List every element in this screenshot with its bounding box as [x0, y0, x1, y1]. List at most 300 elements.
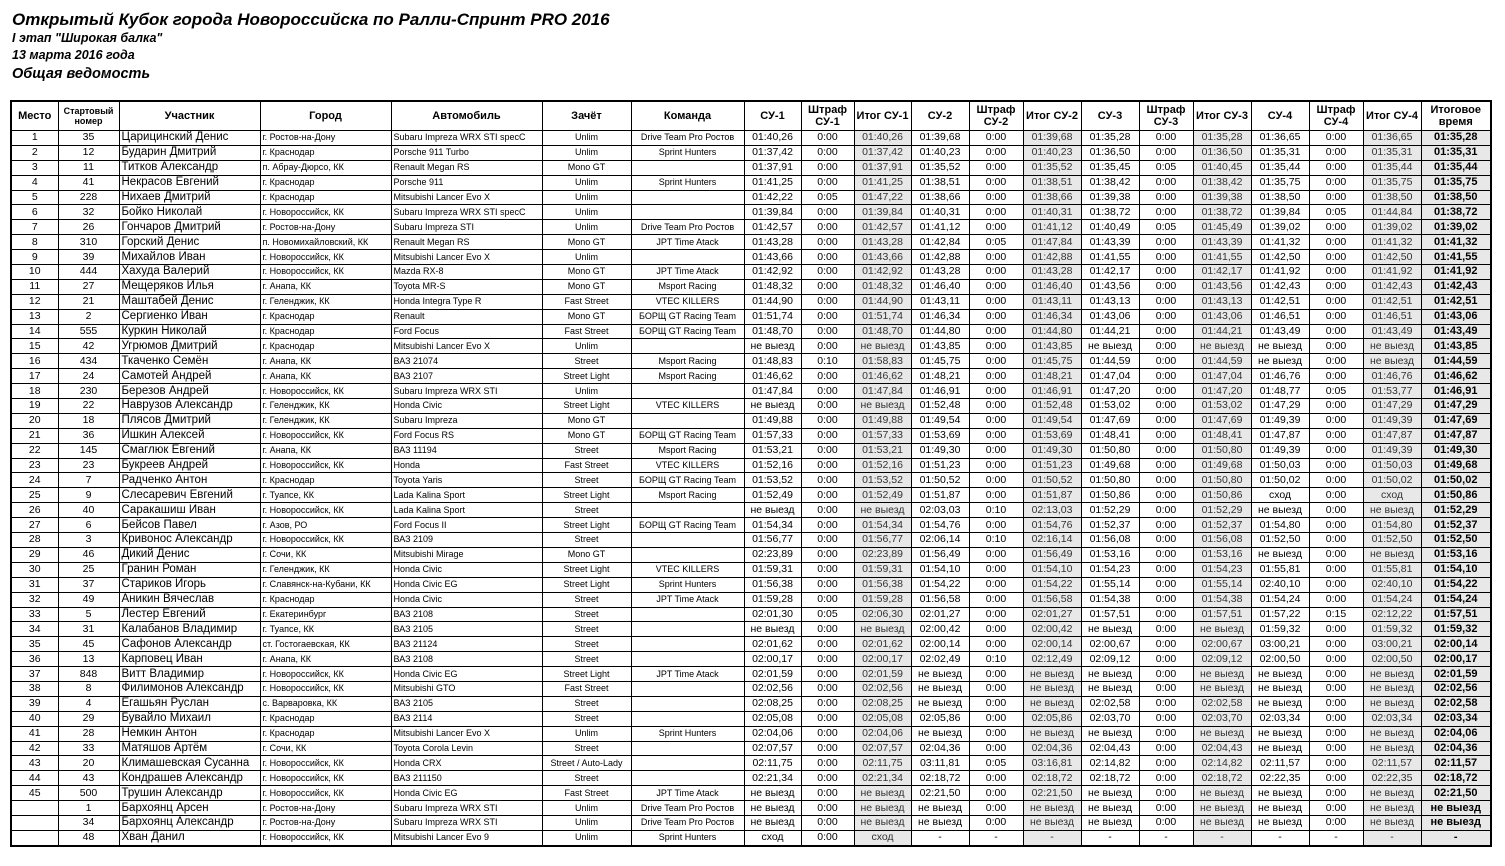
cell-su4-penalty: 0:00	[1309, 622, 1363, 637]
cell-final-time: 01:52,50	[1421, 533, 1491, 548]
cell-su4-total: 01:47,87	[1363, 428, 1421, 443]
cell-su1-total: 02:01,59	[854, 667, 911, 682]
column-header-class: Зачёт	[542, 101, 631, 131]
cell-su2-time: 01:51,23	[911, 458, 969, 473]
cell-place: 18	[11, 384, 58, 399]
cell-su2-total: 02:13,03	[1023, 503, 1081, 518]
cell-su1-total: 01:53,21	[854, 443, 911, 458]
cell-start-number: 23	[58, 458, 119, 473]
cell-su3-penalty: 0:00	[1139, 533, 1193, 548]
cell-su2-penalty: 0:00	[969, 547, 1023, 562]
cell-participant: Лестер Евгений	[119, 607, 260, 622]
cell-su4-time: 02:03,34	[1251, 711, 1309, 726]
cell-su2-time: 01:40,23	[911, 145, 969, 160]
cell-su1-total: 01:43,66	[854, 250, 911, 265]
cell-su1-penalty: 0:00	[801, 815, 854, 830]
column-header-place: Место	[11, 101, 58, 131]
cell-start-number: 49	[58, 592, 119, 607]
table-row	[11, 384, 1491, 399]
cell-su3-time: 01:50,80	[1081, 473, 1139, 488]
cell-final-time: 01:54,24	[1421, 592, 1491, 607]
cell-place: 20	[11, 413, 58, 428]
table-row	[11, 250, 1491, 265]
cell-su4-penalty: 0:00	[1309, 354, 1363, 369]
cell-city: г. Туапсе, КК	[260, 622, 391, 637]
cell-su4-time: 01:50,02	[1251, 473, 1309, 488]
cell-team	[631, 681, 744, 696]
cell-su1-time: 02:01,62	[744, 637, 801, 652]
cell-su3-time: 02:03,70	[1081, 711, 1139, 726]
cell-su3-time: не выезд	[1081, 667, 1139, 682]
cell-su3-total: 01:36,50	[1193, 145, 1251, 160]
cell-city: г. Славянск-на-Кубани, КК	[260, 577, 391, 592]
cell-su2-penalty: 0:00	[969, 577, 1023, 592]
cell-place: 45	[11, 786, 58, 801]
cell-su3-total: не выезд	[1193, 339, 1251, 354]
cell-final-time: 02:11,57	[1421, 756, 1491, 771]
cell-su4-time: 01:47,29	[1251, 399, 1309, 414]
cell-class: Unlim	[542, 726, 631, 741]
cell-su4-time: 02:40,10	[1251, 577, 1309, 592]
cell-su1-time: 01:43,28	[744, 235, 801, 250]
cell-class: Mono GT	[542, 279, 631, 294]
cell-su4-total: 02:12,22	[1363, 607, 1421, 622]
cell-su4-time: 01:47,87	[1251, 428, 1309, 443]
cell-su3-total: 01:45,49	[1193, 220, 1251, 235]
cell-su4-time: 01:38,50	[1251, 190, 1309, 205]
cell-team: Sprint Hunters	[631, 175, 744, 190]
cell-su2-time: 02:02,49	[911, 652, 969, 667]
cell-su4-total: не выезд	[1363, 696, 1421, 711]
cell-su3-penalty: 0:00	[1139, 399, 1193, 414]
cell-participant: Хван Данил	[119, 830, 260, 845]
column-header-su2-time: СУ-2	[911, 101, 969, 131]
cell-su3-time: 01:56,08	[1081, 533, 1139, 548]
cell-final-time: 01:50,02	[1421, 473, 1491, 488]
cell-su3-penalty: 0:00	[1139, 250, 1193, 265]
cell-city: г. Геленджик, КК	[260, 294, 391, 309]
cell-su1-total: 01:40,26	[854, 131, 911, 146]
cell-su2-penalty: 0:00	[969, 815, 1023, 830]
cell-su2-time: 02:03,03	[911, 503, 969, 518]
cell-su3-time: 02:04,43	[1081, 741, 1139, 756]
cell-su2-penalty: 0:00	[969, 518, 1023, 533]
cell-su4-total: не выезд	[1363, 741, 1421, 756]
table-row	[11, 399, 1491, 414]
cell-su3-time: 01:41,55	[1081, 250, 1139, 265]
cell-place: 3	[11, 160, 58, 175]
cell-su1-time: 02:02,56	[744, 681, 801, 696]
cell-su4-time: не выезд	[1251, 726, 1309, 741]
cell-participant: Некрасов Евгений	[119, 175, 260, 190]
cell-start-number: 35	[58, 131, 119, 146]
cell-su4-time: 01:36,65	[1251, 131, 1309, 146]
cell-su4-time: не выезд	[1251, 801, 1309, 816]
cell-su2-total: 02:16,14	[1023, 533, 1081, 548]
cell-city: г. Геленджик, КК	[260, 413, 391, 428]
cell-team	[631, 547, 744, 562]
cell-city: г. Сочи, КК	[260, 547, 391, 562]
cell-su3-time: 01:44,59	[1081, 354, 1139, 369]
cell-car: ВАЗ 2108	[391, 607, 542, 622]
cell-su1-penalty: 0:00	[801, 726, 854, 741]
cell-car: ВАЗ 2109	[391, 533, 542, 548]
cell-su1-penalty: 0:00	[801, 786, 854, 801]
cell-final-time: 01:35,28	[1421, 131, 1491, 146]
cell-final-time: не выезд	[1421, 801, 1491, 816]
cell-car: Renault Megan RS	[391, 160, 542, 175]
cell-start-number: 21	[58, 294, 119, 309]
cell-final-time: 01:38,72	[1421, 205, 1491, 220]
cell-su3-total: 01:57,51	[1193, 607, 1251, 622]
cell-su4-total: 01:39,02	[1363, 220, 1421, 235]
cell-su1-total: 02:23,89	[854, 547, 911, 562]
cell-su4-penalty: 0:00	[1309, 294, 1363, 309]
cell-su1-penalty: 0:00	[801, 503, 854, 518]
table-row	[11, 830, 1491, 845]
cell-participant: Матяшов Артём	[119, 741, 260, 756]
cell-su1-time: 01:37,42	[744, 145, 801, 160]
cell-su4-penalty: 0:00	[1309, 413, 1363, 428]
cell-car: Porsche 911	[391, 175, 542, 190]
cell-su1-total: 02:11,75	[854, 756, 911, 771]
cell-team: Drive Team Pro Ростов	[631, 815, 744, 830]
table-row	[11, 235, 1491, 250]
cell-city: г. Новороссийск, КК	[260, 205, 391, 220]
cell-su3-time: 01:43,56	[1081, 279, 1139, 294]
cell-su4-total: 01:42,43	[1363, 279, 1421, 294]
cell-team	[631, 190, 744, 205]
cell-place: 7	[11, 220, 58, 235]
cell-su4-time: сход	[1251, 488, 1309, 503]
cell-su2-time: 01:46,40	[911, 279, 969, 294]
cell-team: Msport Racing	[631, 488, 744, 503]
cell-su1-penalty: 0:00	[801, 652, 854, 667]
cell-su4-total: 02:03,34	[1363, 711, 1421, 726]
cell-su2-penalty: 0:00	[969, 443, 1023, 458]
cell-su1-time: 02:11,75	[744, 756, 801, 771]
cell-su4-penalty: 0:00	[1309, 250, 1363, 265]
cell-su2-total: 02:12,49	[1023, 652, 1081, 667]
cell-final-time: 02:03,34	[1421, 711, 1491, 726]
table-row	[11, 131, 1491, 146]
cell-su2-total: 02:21,50	[1023, 786, 1081, 801]
cell-participant: Саракашиш Иван	[119, 503, 260, 518]
cell-su3-time: 01:42,17	[1081, 265, 1139, 280]
table-row	[11, 369, 1491, 384]
cell-su1-time: 01:40,26	[744, 131, 801, 146]
table-row	[11, 756, 1491, 771]
table-row	[11, 205, 1491, 220]
cell-su2-penalty: 0:10	[969, 533, 1023, 548]
cell-su3-total: 01:53,02	[1193, 399, 1251, 414]
cell-team: JPT Time Atack	[631, 265, 744, 280]
cell-su1-time: 01:44,90	[744, 294, 801, 309]
cell-su1-time: 01:56,38	[744, 577, 801, 592]
table-row	[11, 488, 1491, 503]
cell-class: Mono GT	[542, 235, 631, 250]
cell-su3-penalty: 0:05	[1139, 220, 1193, 235]
cell-city: г. Новороссийск, КК	[260, 265, 391, 280]
cell-su2-time: 01:38,66	[911, 190, 969, 205]
cell-su3-total: 01:54,38	[1193, 592, 1251, 607]
cell-start-number: 24	[58, 369, 119, 384]
event-date: 13 марта 2016 года	[12, 48, 135, 62]
cell-class: Unlim	[542, 131, 631, 146]
cell-place: 24	[11, 473, 58, 488]
cell-car: Mitsubishi Lancer Evo X	[391, 190, 542, 205]
cell-su3-time: не выезд	[1081, 339, 1139, 354]
cell-class: Unlim	[542, 815, 631, 830]
cell-participant: Карповец Иван	[119, 652, 260, 667]
cell-su2-total: не выезд	[1023, 667, 1081, 682]
cell-su4-penalty: 0:00	[1309, 190, 1363, 205]
cell-class: Street	[542, 771, 631, 786]
cell-su2-penalty: 0:00	[969, 354, 1023, 369]
cell-su3-total: 02:02,58	[1193, 696, 1251, 711]
cell-final-time: 01:41,55	[1421, 250, 1491, 265]
cell-team	[631, 413, 744, 428]
cell-su4-penalty: 0:05	[1309, 205, 1363, 220]
cell-su4-time: 01:42,43	[1251, 279, 1309, 294]
cell-start-number: 7	[58, 473, 119, 488]
cell-start-number: 6	[58, 518, 119, 533]
cell-su2-penalty: 0:00	[969, 458, 1023, 473]
cell-su2-penalty: 0:00	[969, 726, 1023, 741]
cell-su3-penalty: 0:00	[1139, 413, 1193, 428]
cell-place: 43	[11, 756, 58, 771]
cell-place: 11	[11, 279, 58, 294]
cell-su3-total: 01:48,41	[1193, 428, 1251, 443]
cell-su4-penalty: 0:00	[1309, 711, 1363, 726]
cell-team	[631, 250, 744, 265]
cell-su2-penalty: 0:00	[969, 160, 1023, 175]
cell-start-number: 31	[58, 622, 119, 637]
cell-su2-total: 03:16,81	[1023, 756, 1081, 771]
cell-su4-total: 01:55,81	[1363, 562, 1421, 577]
cell-su3-total: 01:54,23	[1193, 562, 1251, 577]
cell-su4-total: -	[1363, 830, 1421, 845]
cell-class: Unlim	[542, 190, 631, 205]
cell-su2-time: 01:54,76	[911, 518, 969, 533]
cell-su3-time: 01:48,41	[1081, 428, 1139, 443]
cell-su2-total: 01:51,23	[1023, 458, 1081, 473]
cell-car: Subaru Impreza STI	[391, 220, 542, 235]
cell-class: Street	[542, 533, 631, 548]
cell-su2-penalty: 0:00	[969, 711, 1023, 726]
cell-final-time: 02:00,17	[1421, 652, 1491, 667]
cell-su4-time: 01:59,32	[1251, 622, 1309, 637]
cell-start-number: 27	[58, 279, 119, 294]
cell-participant: Наврузов Александр	[119, 399, 260, 414]
cell-su4-time: не выезд	[1251, 815, 1309, 830]
cell-su2-total: 01:48,21	[1023, 369, 1081, 384]
cell-su1-penalty: 0:00	[801, 458, 854, 473]
table-row	[11, 547, 1491, 562]
cell-start-number: 45	[58, 637, 119, 652]
cell-participant: Бархоянц Александр	[119, 815, 260, 830]
cell-su2-penalty: 0:00	[969, 413, 1023, 428]
cell-su4-total: 01:53,77	[1363, 384, 1421, 399]
cell-car: Honda Civic	[391, 399, 542, 414]
cell-participant: Дикий Денис	[119, 547, 260, 562]
cell-su2-total: 01:54,76	[1023, 518, 1081, 533]
cell-su4-total: 01:59,32	[1363, 622, 1421, 637]
cell-su3-penalty: 0:00	[1139, 428, 1193, 443]
cell-su4-penalty: 0:00	[1309, 279, 1363, 294]
cell-final-time: 02:02,56	[1421, 681, 1491, 696]
cell-su4-total: 02:40,10	[1363, 577, 1421, 592]
cell-su3-total: не выезд	[1193, 786, 1251, 801]
cell-su2-time: -	[911, 830, 969, 845]
cell-su2-time: 01:46,91	[911, 384, 969, 399]
cell-su3-penalty: 0:00	[1139, 488, 1193, 503]
cell-class: Unlim	[542, 250, 631, 265]
cell-su4-penalty: 0:00	[1309, 637, 1363, 652]
cell-su4-total: 01:44,84	[1363, 205, 1421, 220]
cell-class: Street	[542, 592, 631, 607]
cell-class: Unlim	[542, 339, 631, 354]
cell-su3-time: 02:02,58	[1081, 696, 1139, 711]
cell-participant: Ткаченко Семён	[119, 354, 260, 369]
cell-su2-penalty: 0:00	[969, 696, 1023, 711]
cell-participant: Сафонов Александр	[119, 637, 260, 652]
table-row	[11, 533, 1491, 548]
cell-su3-penalty: 0:00	[1139, 577, 1193, 592]
cell-su3-time: 01:43,06	[1081, 309, 1139, 324]
table-row	[11, 637, 1491, 652]
cell-su4-time: 01:39,02	[1251, 220, 1309, 235]
cell-su2-total: 01:51,87	[1023, 488, 1081, 503]
cell-place: 2	[11, 145, 58, 160]
cell-city: г. Екатеринбург	[260, 607, 391, 622]
cell-final-time: 01:44,59	[1421, 354, 1491, 369]
cell-su3-penalty: 0:00	[1139, 741, 1193, 756]
cell-team	[631, 503, 744, 518]
cell-su2-total: не выезд	[1023, 815, 1081, 830]
cell-su1-total: 01:48,70	[854, 324, 911, 339]
cell-final-time: 01:47,87	[1421, 428, 1491, 443]
column-header-su3-time: СУ-3	[1081, 101, 1139, 131]
cell-su4-penalty: 0:00	[1309, 473, 1363, 488]
cell-city: г. Геленджик, КК	[260, 562, 391, 577]
cell-place: 5	[11, 190, 58, 205]
cell-su3-time: 01:38,42	[1081, 175, 1139, 190]
cell-su1-total: 01:44,90	[854, 294, 911, 309]
cell-su3-total: 01:38,72	[1193, 205, 1251, 220]
cell-participant: Мещеряков Илья	[119, 279, 260, 294]
cell-su3-total: 01:44,21	[1193, 324, 1251, 339]
cell-participant: Бейсов Павел	[119, 518, 260, 533]
cell-su2-penalty: 0:00	[969, 190, 1023, 205]
table-row	[11, 339, 1491, 354]
table-row	[11, 577, 1491, 592]
cell-start-number: 1	[58, 801, 119, 816]
cell-su2-penalty: 0:00	[969, 681, 1023, 696]
cell-car: Subaru Impreza WRX STI specC	[391, 205, 542, 220]
cell-su1-total: 01:48,32	[854, 279, 911, 294]
cell-city: г. Анапа, КК	[260, 354, 391, 369]
cell-place	[11, 830, 58, 845]
cell-su1-penalty: 0:00	[801, 384, 854, 399]
cell-su3-penalty: 0:00	[1139, 622, 1193, 637]
cell-class: Street	[542, 652, 631, 667]
cell-su4-time: не выезд	[1251, 503, 1309, 518]
cell-team: Sprint Hunters	[631, 145, 744, 160]
cell-su2-penalty: 0:00	[969, 562, 1023, 577]
cell-su4-total: 01:42,51	[1363, 294, 1421, 309]
cell-final-time: 01:41,92	[1421, 265, 1491, 280]
cell-su4-total: 02:22,35	[1363, 771, 1421, 786]
cell-su1-time: 01:57,33	[744, 428, 801, 443]
cell-su4-time: 01:46,51	[1251, 309, 1309, 324]
cell-team: Sprint Hunters	[631, 577, 744, 592]
column-header-su2-total: Итог СУ-2	[1023, 101, 1081, 131]
cell-su1-total: 02:05,08	[854, 711, 911, 726]
cell-city: г. Краснодар	[260, 726, 391, 741]
cell-su2-total: 01:43,11	[1023, 294, 1081, 309]
table-row	[11, 741, 1491, 756]
cell-su1-total: 01:37,42	[854, 145, 911, 160]
cell-su1-time: не выезд	[744, 786, 801, 801]
cell-su1-total: 01:56,77	[854, 533, 911, 548]
cell-su4-penalty: 0:00	[1309, 145, 1363, 160]
cell-place: 26	[11, 503, 58, 518]
cell-start-number: 48	[58, 830, 119, 845]
cell-city: г. Новороссийск, КК	[260, 458, 391, 473]
table-row	[11, 801, 1491, 816]
cell-su4-total: 01:46,76	[1363, 369, 1421, 384]
cell-su2-time: 02:05,86	[911, 711, 969, 726]
cell-car: Renault Megan RS	[391, 235, 542, 250]
cell-su4-total: сход	[1363, 488, 1421, 503]
cell-su2-total: 01:56,49	[1023, 547, 1081, 562]
cell-su3-total: 01:52,37	[1193, 518, 1251, 533]
cell-su3-total: 01:43,13	[1193, 294, 1251, 309]
cell-final-time: 02:01,59	[1421, 667, 1491, 682]
cell-su4-time: -	[1251, 830, 1309, 845]
cell-su2-total: 01:56,58	[1023, 592, 1081, 607]
cell-su4-penalty: 0:00	[1309, 160, 1363, 175]
table-row	[11, 428, 1491, 443]
cell-participant: Плясов Дмитрий	[119, 413, 260, 428]
cell-su3-penalty: 0:00	[1139, 384, 1193, 399]
cell-final-time: 01:54,10	[1421, 562, 1491, 577]
cell-start-number: 230	[58, 384, 119, 399]
cell-car: Honda Integra Type R	[391, 294, 542, 309]
cell-su4-total: 03:00,21	[1363, 637, 1421, 652]
cell-su2-total: 01:53,69	[1023, 428, 1081, 443]
cell-su3-time: 01:50,86	[1081, 488, 1139, 503]
cell-su1-penalty: 0:00	[801, 681, 854, 696]
cell-final-time: 01:49,68	[1421, 458, 1491, 473]
cell-city: г. Краснодар	[260, 473, 391, 488]
cell-car: Subaru Impreza WRX STI	[391, 384, 542, 399]
cell-su1-time: 01:48,83	[744, 354, 801, 369]
cell-su3-time: 01:52,37	[1081, 518, 1139, 533]
cell-su1-time: 02:05,08	[744, 711, 801, 726]
cell-su3-time: 01:54,23	[1081, 562, 1139, 577]
cell-place: 13	[11, 309, 58, 324]
cell-su3-penalty: 0:00	[1139, 473, 1193, 488]
cell-city: г. Краснодар	[260, 175, 391, 190]
cell-su1-total: 01:57,33	[854, 428, 911, 443]
table-row	[11, 562, 1491, 577]
cell-team: Drive Team Pro Ростов	[631, 131, 744, 146]
table-row	[11, 592, 1491, 607]
cell-su1-time: 01:43,66	[744, 250, 801, 265]
cell-su4-total: 01:50,03	[1363, 458, 1421, 473]
